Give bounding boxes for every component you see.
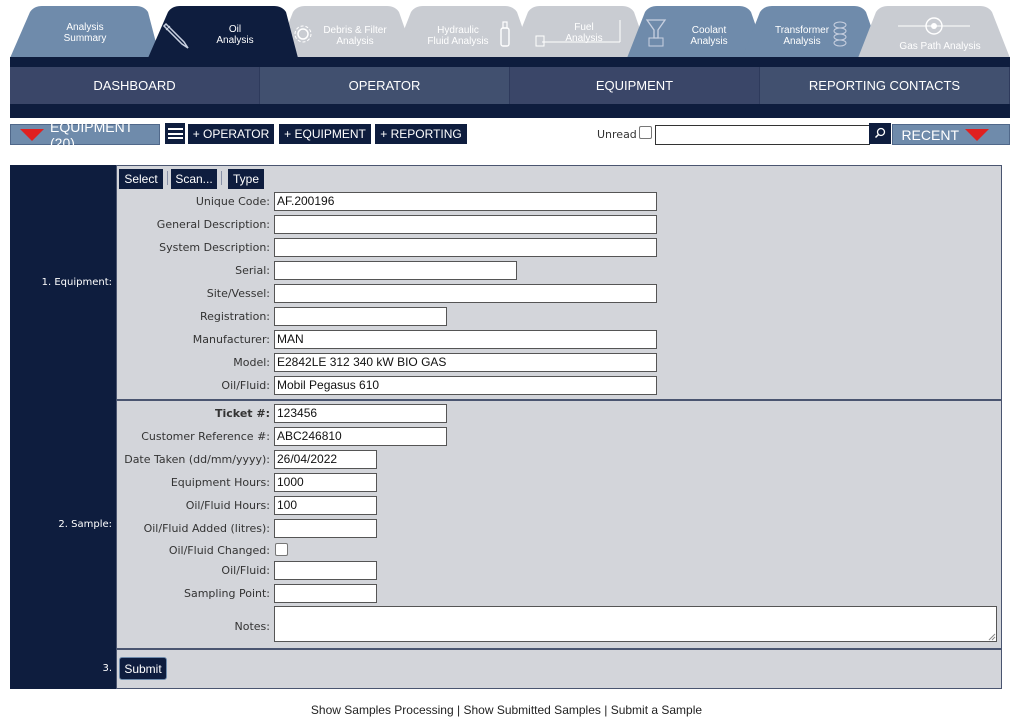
menu-icon[interactable] — [165, 123, 185, 144]
site-vessel-field[interactable] — [274, 284, 657, 303]
tab-oil-analysis[interactable] — [148, 6, 298, 58]
show-submitted-samples-link[interactable]: Show Submitted Samples — [463, 703, 601, 717]
tab-label: Fuel Analysis — [565, 22, 603, 44]
field-label: General Description: — [156, 218, 270, 231]
manufacturer-field[interactable]: MAN — [274, 330, 657, 349]
tab-label: Transformer Analysis — [774, 25, 830, 47]
divider — [167, 171, 168, 185]
search-input[interactable] — [655, 125, 870, 145]
nav-operator[interactable]: OPERATOR — [260, 67, 510, 104]
model-field[interactable]: E2842LE 312 340 kW BIO GAS — [274, 353, 657, 372]
equipment-dropdown-label: EQUIPMENT (20) — [50, 118, 133, 151]
sample-oil-fluid-field[interactable] — [274, 561, 377, 580]
main-nav — [10, 57, 1010, 118]
field-label: Model: — [233, 356, 270, 369]
analysis-tabs — [10, 6, 1010, 58]
tab-label: Analysis Summary — [63, 22, 107, 44]
customer-reference-field[interactable]: ABC246810 — [274, 427, 447, 446]
notes-textarea[interactable] — [274, 606, 997, 642]
submit-a-sample-link[interactable]: Submit a Sample — [610, 703, 703, 717]
search-button[interactable] — [869, 123, 891, 144]
divider — [221, 171, 222, 185]
tab-gas-path-analysis[interactable] — [858, 6, 1010, 58]
turbine-icon — [894, 14, 974, 42]
footer-links — [0, 703, 1013, 717]
equipment-dropdown-button[interactable] — [10, 118, 160, 151]
oil-fluid-changed-checkbox[interactable] — [275, 543, 288, 556]
resize-grip-icon[interactable] — [988, 633, 996, 641]
caret-down-icon — [965, 129, 989, 141]
field-label: Oil/Fluid: — [221, 379, 270, 392]
unread-label: Unread — [597, 128, 637, 141]
oil-fluid-field[interactable]: Mobil Pegasus 610 — [274, 376, 657, 395]
equipment-panel — [116, 165, 1002, 400]
tab-analysis-summary[interactable] — [10, 6, 160, 58]
ticket-field[interactable]: 123456 — [274, 404, 447, 423]
field-label: Registration: — [199, 310, 270, 323]
sample-form — [10, 165, 1002, 689]
tab-label: Oil Analysis — [216, 24, 254, 46]
submit-section-label: 3. — [102, 663, 112, 674]
tab-label: Debris & Filter Analysis — [323, 25, 387, 47]
submit-button[interactable]: Submit — [119, 657, 167, 680]
sample-panel — [116, 400, 1002, 649]
caret-down-icon — [20, 129, 44, 141]
field-label: Oil/Fluid Added (litres): — [143, 522, 270, 535]
nav-dashboard[interactable]: DASHBOARD — [10, 67, 260, 104]
show-samples-processing-link[interactable]: Show Samples Processing — [310, 703, 454, 717]
add-equipment-button[interactable]: + EQUIPMENT — [279, 124, 371, 144]
field-label: Notes: — [234, 620, 270, 633]
field-label: System Description: — [159, 241, 270, 254]
field-label: Customer Reference #: — [141, 430, 270, 443]
search-icon — [874, 124, 886, 143]
type-mode-button[interactable]: Type — [228, 169, 264, 189]
registration-field[interactable] — [274, 307, 447, 326]
add-reporting-button[interactable]: + REPORTING — [375, 124, 467, 144]
field-label: Oil/Fluid Changed: — [168, 544, 270, 557]
field-label: Sampling Point: — [183, 587, 270, 600]
select-mode-button[interactable]: Select — [119, 169, 163, 189]
submit-panel — [116, 649, 1002, 689]
field-label: Unique Code: — [195, 195, 270, 208]
oil-fluid-hours-field[interactable]: 100 — [274, 496, 377, 515]
field-label: Serial: — [235, 264, 270, 277]
nav-reporting-contacts[interactable]: REPORTING CONTACTS — [760, 67, 1010, 104]
tab-label: Coolant Analysis — [690, 25, 728, 47]
general-description-field[interactable] — [274, 215, 657, 234]
field-label: Equipment Hours: — [170, 476, 270, 489]
date-taken-field[interactable]: 26/04/2022 — [274, 450, 377, 469]
field-label: Oil/Fluid: — [221, 564, 270, 577]
sample-section-label: 2. Sample: — [58, 519, 112, 530]
scan-mode-button[interactable]: Scan... — [171, 169, 217, 189]
equipment-section-label: 1. Equipment: — [41, 277, 112, 288]
nav-equipment[interactable]: EQUIPMENT — [510, 67, 760, 104]
unique-code-field[interactable]: AF.200196 — [274, 192, 657, 211]
field-label: Date Taken (dd/mm/yyyy): — [124, 453, 270, 466]
sampling-point-field[interactable] — [274, 584, 377, 603]
footer-separator: | — [604, 703, 608, 717]
field-label: Ticket #: — [215, 407, 270, 420]
system-description-field[interactable] — [274, 238, 657, 257]
oil-fluid-added-field[interactable] — [274, 519, 377, 538]
recent-label: RECENT — [901, 126, 959, 143]
field-label: Site/Vessel: — [206, 287, 270, 300]
tab-label: Gas Path Analysis — [899, 41, 981, 52]
recent-dropdown-button[interactable] — [892, 124, 1010, 145]
equipment-hours-field[interactable]: 1000 — [274, 473, 377, 492]
add-operator-button[interactable]: + OPERATOR — [188, 124, 274, 144]
field-label: Manufacturer: — [192, 333, 270, 346]
serial-field[interactable] — [274, 261, 517, 280]
tab-label: Hydraulic Fluid Analysis — [427, 25, 489, 47]
unread-checkbox[interactable] — [639, 126, 652, 139]
field-label: Oil/Fluid Hours: — [185, 499, 270, 512]
footer-separator: | — [457, 703, 461, 717]
